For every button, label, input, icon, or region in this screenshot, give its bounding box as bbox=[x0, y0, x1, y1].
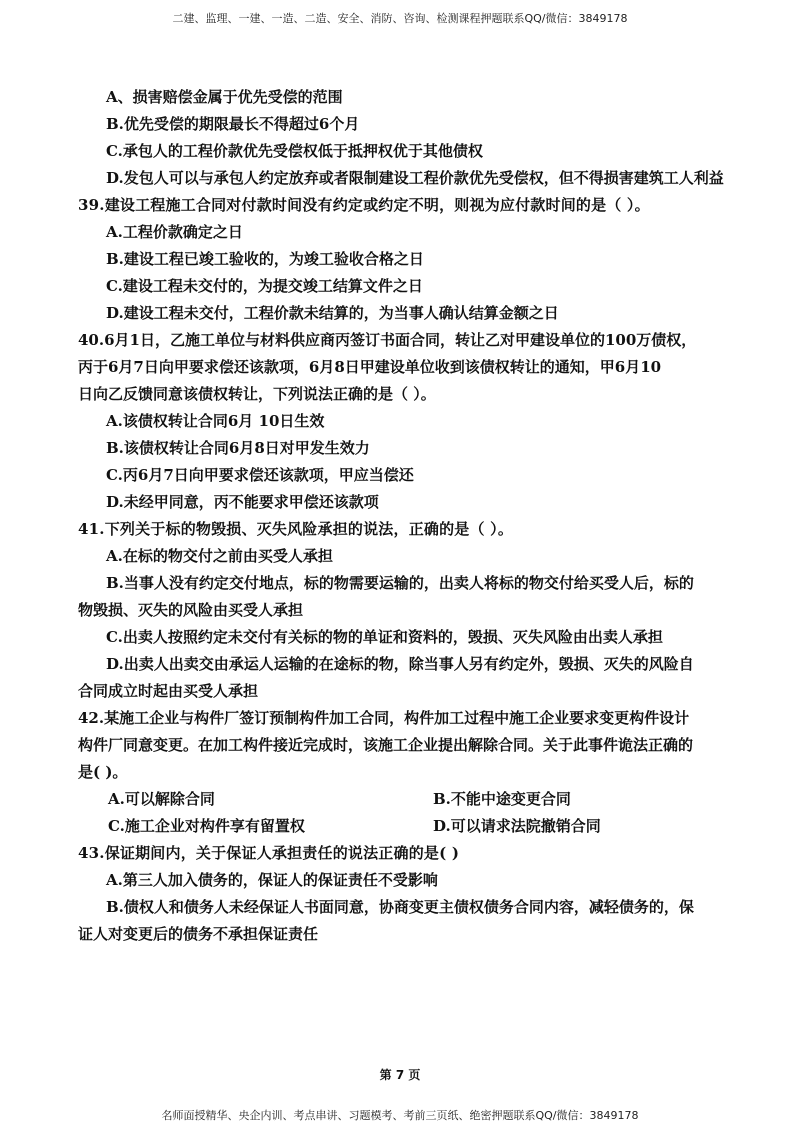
q39-option-c: C.建设工程未交付的，为提交竣工结算文件之日 bbox=[106, 277, 423, 295]
q40-option-d: D.未经甲同意，丙不能要求甲偿还该款项 bbox=[106, 493, 379, 511]
q43-stem: 43.保证期间内，关于保证人承担责任的说法正确的是( ) bbox=[78, 844, 460, 862]
page-footer: 名师面授精华、央企内训、考点串讲、习题模考、考前三页纸、绝密押题联系QQ/微信：3849178 bbox=[161, 1109, 639, 1122]
q41-stem: 41.下列关于标的物毁损、灭失风险承担的说法，正确的是（ ）。 bbox=[78, 520, 514, 538]
q39-stem: 39.建设工程施工合同对付款时间没有约定或约定不明，则视为应付款时间的是（ ）。 bbox=[78, 196, 650, 214]
q41-option-b-line: 物毁损、灭失的风险由买受人承担 bbox=[78, 601, 304, 619]
q43-option-b-line: 证人对变更后的债务不承担保证责任 bbox=[78, 925, 319, 943]
q40-stem-line: 40.6月1日，乙施工单位与材料供应商丙签订书面合同，转让乙对甲建设单位的100万债权， bbox=[78, 331, 697, 349]
q39-option-b: B.建设工程已竣工验收的，为竣工验收合格之日 bbox=[106, 250, 424, 268]
q43-option-a: A.第三人加入债务的，保证人的保证责任不受影响 bbox=[106, 871, 438, 889]
q41-option-d bbox=[78, 651, 758, 705]
q41-option-a: A.在标的物交付之前由买受人承担 bbox=[106, 547, 333, 565]
q42-stem bbox=[78, 705, 758, 786]
q38-option-a: A、损害赔偿金属于优先受偿的范围 bbox=[106, 88, 343, 106]
q41-option-b-line: B.当事人没有约定交付地点，标的物需要运输的，出卖人将标的物交付给买受人后，标的 bbox=[106, 574, 694, 592]
q42-option-a: A.可以解除合同 bbox=[108, 790, 215, 808]
q42-stem-line: 是( )。 bbox=[78, 763, 128, 781]
q40-stem-line: 丙于6月7日向甲要求偿还该款项，6月8日甲建设单位收到该债权转让的通知，甲6月10 bbox=[78, 358, 662, 376]
q38-option-d-text: D.发包人可以与承包人约定放弃或者限制建设工程价款优先受偿权，但不得损害建筑工人利益 bbox=[106, 169, 724, 187]
page-header: 二建、监理、一建、一造、二造、安全、消防、咨询、检测课程押题联系QQ/微信：3849178 bbox=[172, 12, 628, 25]
page-number: 第 7 页 bbox=[379, 1068, 421, 1082]
q42-stem-line: 构件厂同意变更。在加工构件接近完成时，该施工企业提出解除合同。关于此事件诡法正确的 bbox=[78, 736, 694, 754]
q41-option-b bbox=[78, 570, 758, 624]
q39-option-d: D.建设工程未交付，工程价款未结算的，为当事人确认结算金额之日 bbox=[106, 304, 559, 322]
q43-option-b-line: B.债权人和债务人未经保证人书面同意，协商变更主债权债务合同内容，减轻债务的，保 bbox=[106, 898, 694, 916]
q40-stem-line: 日向乙反馈同意该债权转让，下列说法正确的是（ ）。 bbox=[78, 385, 436, 403]
q40-stem bbox=[78, 327, 758, 408]
q42-options-row-1 bbox=[78, 786, 758, 813]
q40-option-b: B.该债权转让合同6月8日对甲发生效力 bbox=[106, 439, 370, 457]
q42-options-row-2 bbox=[78, 813, 758, 840]
q43-option-b bbox=[78, 894, 758, 948]
q41-option-c: C.出卖人按照约定未交付有关标的物的单证和资料的，毁损、灭失风险由出卖人承担 bbox=[106, 628, 663, 646]
q42-option-d: D.可以请求法院撤销合同 bbox=[433, 817, 601, 835]
q41-option-d-line: 合同成立时起由买受人承担 bbox=[78, 682, 259, 700]
q38-option-d bbox=[78, 165, 758, 192]
q40-option-c: C.丙6月7日向甲要求偿还该款项，甲应当偿还 bbox=[106, 466, 414, 484]
q40-option-a: A.该债权转让合同6月 10日生效 bbox=[106, 412, 325, 430]
document-body bbox=[78, 84, 758, 948]
q42-option-b: B.不能中途变更合同 bbox=[433, 790, 571, 808]
q38-option-c: C.承包人的工程价款优先受偿权低于抵押权优于其他债权 bbox=[106, 142, 483, 160]
q38-option-b: B.优先受偿的期限最长不得超过6个月 bbox=[106, 115, 360, 133]
q39-option-a: A.工程价款确定之日 bbox=[106, 223, 243, 241]
q41-option-d-line: D.出卖人出卖交由承运人运输的在途标的物，除当事人另有约定外，毁损、灭失的风险自 bbox=[106, 655, 694, 673]
q42-option-c: C.施工企业对构件享有留置权 bbox=[108, 817, 305, 835]
q42-stem-line: 42.某施工企业与构件厂签订预制构件加工合同，构件加工过程中施工企业要求变更构件设计 bbox=[78, 709, 690, 727]
